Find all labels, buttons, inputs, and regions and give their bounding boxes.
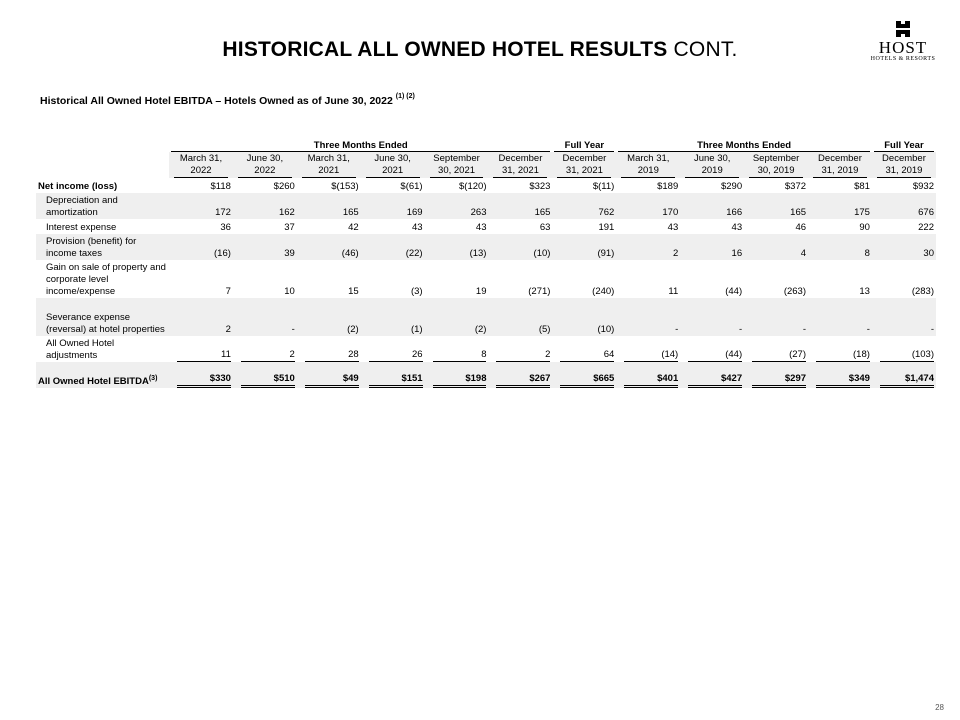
column-header: December 31, 2021 <box>552 152 616 178</box>
table-cell: 64 <box>552 336 616 362</box>
table-cell: 165 <box>488 193 552 219</box>
column-header: September 30, 2019 <box>744 152 808 178</box>
table-cell: $49 <box>297 362 361 388</box>
three-months-header-2: Three Months Ended <box>616 139 872 152</box>
table-cell: $(120) <box>459 181 487 192</box>
table-cell: 263 <box>425 193 489 219</box>
three-months-header-1: Three Months Ended <box>169 139 552 152</box>
table-cell: 43 <box>731 222 743 233</box>
column-header: March 31, 2019 <box>616 152 680 178</box>
table-cell: (263) <box>783 286 807 297</box>
table-cell: 42 <box>348 222 359 233</box>
table-cell: 13 <box>859 286 870 297</box>
table-cell: $932 <box>912 181 934 192</box>
table-cell: (2) <box>425 298 489 336</box>
table-cell: $118 <box>210 181 231 192</box>
ebitda-table <box>36 139 936 388</box>
table-cell: 36 <box>220 222 231 233</box>
table-cell: 165 <box>744 193 808 219</box>
table-cell: $260 <box>273 181 295 192</box>
table-cell: $(61) <box>400 181 423 192</box>
table-cell: 7 <box>225 286 231 297</box>
table-cell: (44) <box>725 286 743 297</box>
table-cell: (46) <box>297 234 361 260</box>
table-cell: 15 <box>348 286 359 297</box>
row-label: Gain on sale of property and corporate level income/expense <box>46 262 166 297</box>
table-cell: 46 <box>795 222 807 233</box>
column-header: December 31, 2019 <box>872 152 936 178</box>
table-cell: $(11) <box>592 181 615 192</box>
table-cell: $198 <box>425 362 489 388</box>
column-header: December 31, 2019 <box>808 152 872 178</box>
table-cell: 63 <box>539 222 551 233</box>
table-cell: $151 <box>361 362 425 388</box>
table-cell: 172 <box>169 193 233 219</box>
table-cell: - <box>808 298 872 336</box>
host-logo-mark-icon <box>895 20 911 38</box>
group-header-row <box>36 139 936 152</box>
table-cell: 43 <box>475 222 487 233</box>
row-label: Interest expense <box>46 222 117 233</box>
table-cell: 762 <box>552 193 616 219</box>
table-cell: $372 <box>784 181 807 192</box>
table-cell: 165 <box>297 193 361 219</box>
table-cell: 37 <box>284 222 295 233</box>
table-cell: $510 <box>233 362 297 388</box>
table-cell: 2 <box>233 336 297 362</box>
table-cell: (3) <box>410 286 423 297</box>
table-cell: $330 <box>169 362 233 388</box>
table-cell: (91) <box>552 234 616 260</box>
table-cell: 28 <box>297 336 361 362</box>
table-cell: (10) <box>552 298 616 336</box>
table-cell: 191 <box>598 222 615 233</box>
table-cell: 4 <box>744 234 808 260</box>
table-cell: $189 <box>657 181 679 192</box>
table-cell: $81 <box>854 181 870 192</box>
column-header: December 31, 2021 <box>488 152 552 178</box>
table-cell: (271) <box>528 286 551 297</box>
column-header: June 30, 2022 <box>233 152 297 178</box>
table-cell: $401 <box>616 362 680 388</box>
table-cell: $290 <box>720 181 743 192</box>
table-cell: (240) <box>592 286 615 297</box>
table-cell: - <box>744 298 808 336</box>
logo-tagline: HOTELS & RESORTS <box>870 56 936 62</box>
table-row <box>36 260 936 298</box>
row-label: Severance expense (reversal) at hotel properties <box>36 298 169 336</box>
row-label: All Owned Hotel EBITDA$^{(3)}$ <box>36 362 169 388</box>
table-cell: 169 <box>361 193 425 219</box>
table-row <box>36 234 936 260</box>
table-cell: 166 <box>680 193 744 219</box>
table-cell: - <box>680 298 744 336</box>
table-cell: 170 <box>616 193 680 219</box>
table-cell: 26 <box>361 336 425 362</box>
table-cell: $427 <box>680 362 744 388</box>
date-header-row <box>36 152 936 178</box>
column-header: June 30, 2019 <box>680 152 744 178</box>
page-title: HISTORICAL ALL OWNED HOTEL RESULTS CONT. <box>222 38 738 61</box>
table-cell: (13) <box>425 234 489 260</box>
row-label: Net income (loss) <box>38 181 118 192</box>
row-label: Depreciation and amortization <box>36 193 169 219</box>
row-label: Provision (benefit) for income taxes <box>36 234 169 260</box>
table-cell: 90 <box>859 222 870 233</box>
table-cell: $349 <box>808 362 872 388</box>
table-cell: $323 <box>529 181 551 192</box>
table-cell: 8 <box>808 234 872 260</box>
column-header: March 31, 2021 <box>297 152 361 178</box>
table-cell: 10 <box>284 286 295 297</box>
table-cell: $297 <box>744 362 808 388</box>
table-row <box>36 362 936 388</box>
table-cell: 2 <box>169 298 233 336</box>
table-cell: (18) <box>808 336 872 362</box>
table-cell: (2) <box>297 298 361 336</box>
table-cell: (14) <box>616 336 680 362</box>
row-label: All Owned Hotel adjustments <box>46 338 115 361</box>
table-row <box>36 336 936 362</box>
table-cell: 2 <box>616 234 680 260</box>
table-cell: (16) <box>169 234 233 260</box>
full-year-header-1: Full Year <box>552 139 616 152</box>
table-cell: 676 <box>872 193 936 219</box>
table-cell: (1) <box>361 298 425 336</box>
table-cell: (283) <box>911 286 934 297</box>
table-cell: 39 <box>233 234 297 260</box>
table-cell: 175 <box>808 193 872 219</box>
column-header: September 30, 2021 <box>425 152 489 178</box>
table-row <box>36 219 936 234</box>
table-cell: 2 <box>488 336 552 362</box>
table-row <box>36 298 936 336</box>
table-cell: (5) <box>488 298 552 336</box>
table-cell: - <box>872 298 936 336</box>
table-cell: 16 <box>680 234 744 260</box>
table-cell: 19 <box>475 286 487 297</box>
table-cell: $(153) <box>331 181 359 192</box>
table-cell: 11 <box>169 336 233 362</box>
table-row <box>36 193 936 219</box>
table-cell: 222 <box>918 222 934 233</box>
logo-wordmark: HOST <box>878 38 928 57</box>
table-cell: - <box>233 298 297 336</box>
table-cell: $1,474 <box>872 362 936 388</box>
table-cell: $267 <box>488 362 552 388</box>
table-cell: (10) <box>488 234 552 260</box>
page-number: 28 <box>935 703 944 712</box>
table-cell: (27) <box>744 336 808 362</box>
table-cell: - <box>616 298 680 336</box>
table-cell: 11 <box>668 286 679 297</box>
table-cell: (103) <box>872 336 936 362</box>
column-header: June 30, 2021 <box>361 152 425 178</box>
table-row <box>36 178 936 193</box>
table-cell: $665 <box>552 362 616 388</box>
table-cell: 162 <box>233 193 297 219</box>
table-cell: 43 <box>667 222 679 233</box>
column-header: March 31, 2022 <box>169 152 233 178</box>
table-cell: 30 <box>872 234 936 260</box>
full-year-header-2: Full Year <box>872 139 936 152</box>
table-cell: 8 <box>425 336 489 362</box>
host-logo <box>862 20 944 63</box>
table-cell: (44) <box>680 336 744 362</box>
table-cell: 43 <box>412 222 423 233</box>
table-cell: (22) <box>361 234 425 260</box>
table-heading: Historical All Owned Hotel EBITDA – Hotels Owned as of June 30, 2022 $^{(1) (2)}$ <box>40 93 415 107</box>
